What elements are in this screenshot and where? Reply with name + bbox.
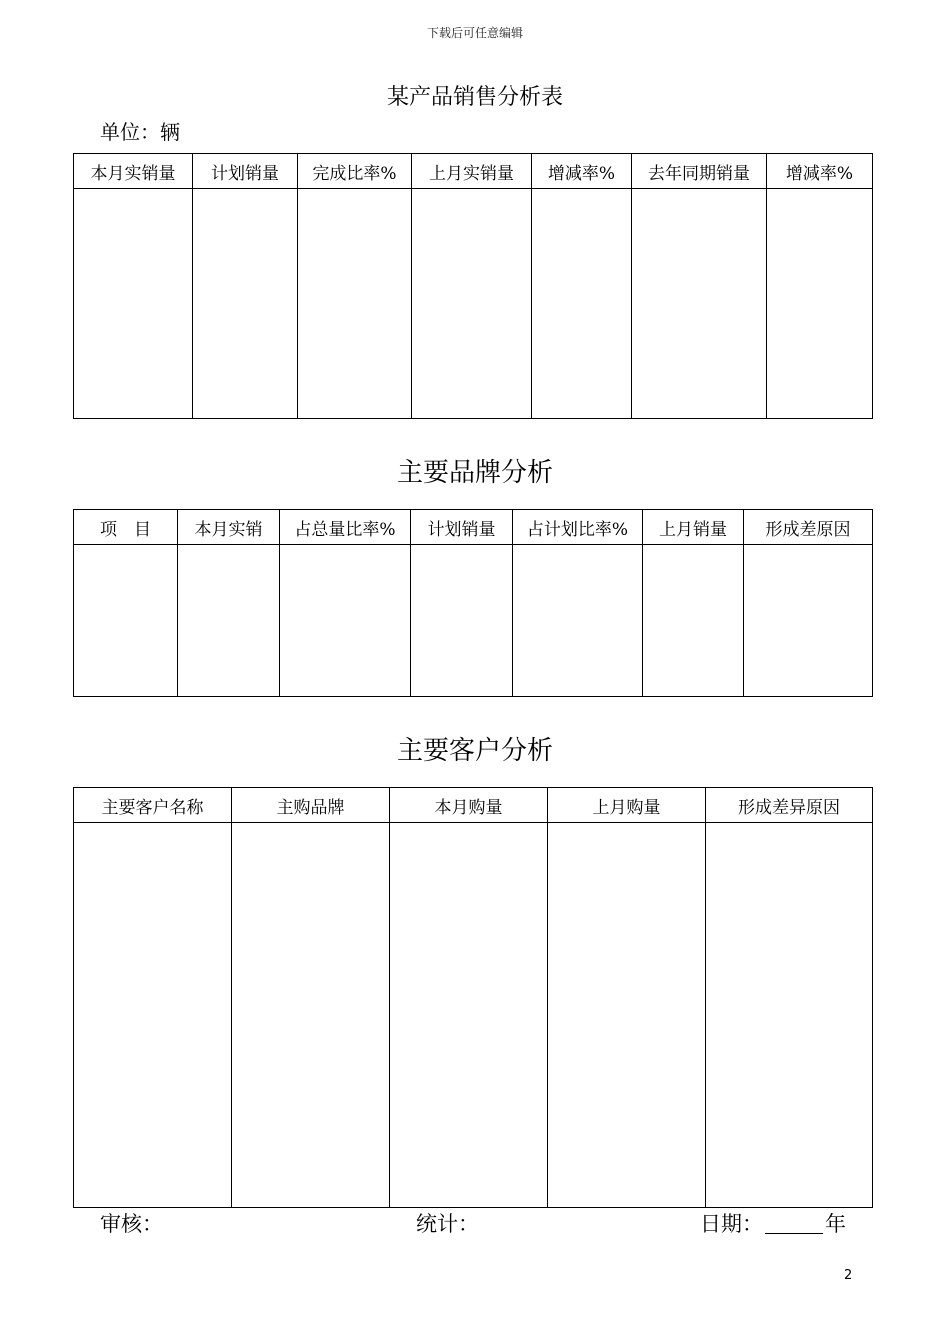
column-header: 本月购量 xyxy=(390,788,548,823)
page-number: 2 xyxy=(844,1268,853,1283)
table-header-row xyxy=(74,788,873,823)
table-cell[interactable] xyxy=(298,189,412,419)
table-cell[interactable] xyxy=(74,545,178,697)
table-cell[interactable] xyxy=(232,823,390,1208)
table-cell[interactable] xyxy=(280,545,411,697)
table-cell[interactable] xyxy=(767,189,873,419)
column-header: 上月购量 xyxy=(548,788,706,823)
table-cell[interactable] xyxy=(548,823,706,1208)
table-cell[interactable] xyxy=(390,823,548,1208)
table-row xyxy=(74,823,873,1208)
table-cell[interactable] xyxy=(744,545,873,697)
table-cell[interactable] xyxy=(706,823,873,1208)
column-header: 占总量比率% xyxy=(280,510,411,545)
header-note: 下载后可任意编辑 xyxy=(426,26,523,40)
column-header: 形成差原因 xyxy=(744,510,873,545)
table-cell[interactable] xyxy=(412,189,532,419)
table-cell[interactable] xyxy=(643,545,744,697)
column-header: 增减率% xyxy=(767,154,873,189)
table-row xyxy=(74,189,873,419)
sales-table-title: 某产品销售分析表 xyxy=(386,85,563,110)
brand-analysis-table xyxy=(73,509,873,697)
column-header: 形成差异原因 xyxy=(706,788,873,823)
column-header: 本月实销 xyxy=(178,510,280,545)
year-blank-line[interactable] xyxy=(765,1233,823,1234)
column-header: 计划销量 xyxy=(411,510,513,545)
table-cell[interactable] xyxy=(178,545,280,697)
column-header: 占计划比率% xyxy=(513,510,643,545)
brand-table-title: 主要品牌分析 xyxy=(396,458,553,488)
table-header-row xyxy=(74,154,873,189)
table-header-row xyxy=(74,510,873,545)
column-header: 本月实销量 xyxy=(74,154,193,189)
table-row xyxy=(74,545,873,697)
table-cell[interactable] xyxy=(411,545,513,697)
column-header: 上月销量 xyxy=(643,510,744,545)
column-header: 增减率% xyxy=(532,154,632,189)
table-cell[interactable] xyxy=(74,189,193,419)
unit-label: 单位：辆 xyxy=(100,120,180,144)
table-cell[interactable] xyxy=(193,189,298,419)
table-cell[interactable] xyxy=(513,545,643,697)
table-cell[interactable] xyxy=(532,189,632,419)
column-header: 完成比率% xyxy=(298,154,412,189)
column-header: 项 目 xyxy=(74,510,178,545)
year-label: 年 xyxy=(825,1212,846,1236)
column-header: 计划销量 xyxy=(193,154,298,189)
sales-analysis-table xyxy=(73,153,873,419)
statistics-label: 统计： xyxy=(416,1212,479,1236)
column-header: 去年同期销量 xyxy=(632,154,767,189)
table-cell[interactable] xyxy=(74,823,232,1208)
review-label: 审核： xyxy=(100,1212,163,1236)
customer-table-title: 主要客户分析 xyxy=(396,736,553,766)
column-header: 上月实销量 xyxy=(412,154,532,189)
date-label: 日期： xyxy=(700,1212,763,1236)
table-cell[interactable] xyxy=(632,189,767,419)
date-field xyxy=(700,1208,846,1238)
column-header: 主购品牌 xyxy=(232,788,390,823)
column-header: 主要客户名称 xyxy=(74,788,232,823)
customer-analysis-table xyxy=(73,787,873,1208)
